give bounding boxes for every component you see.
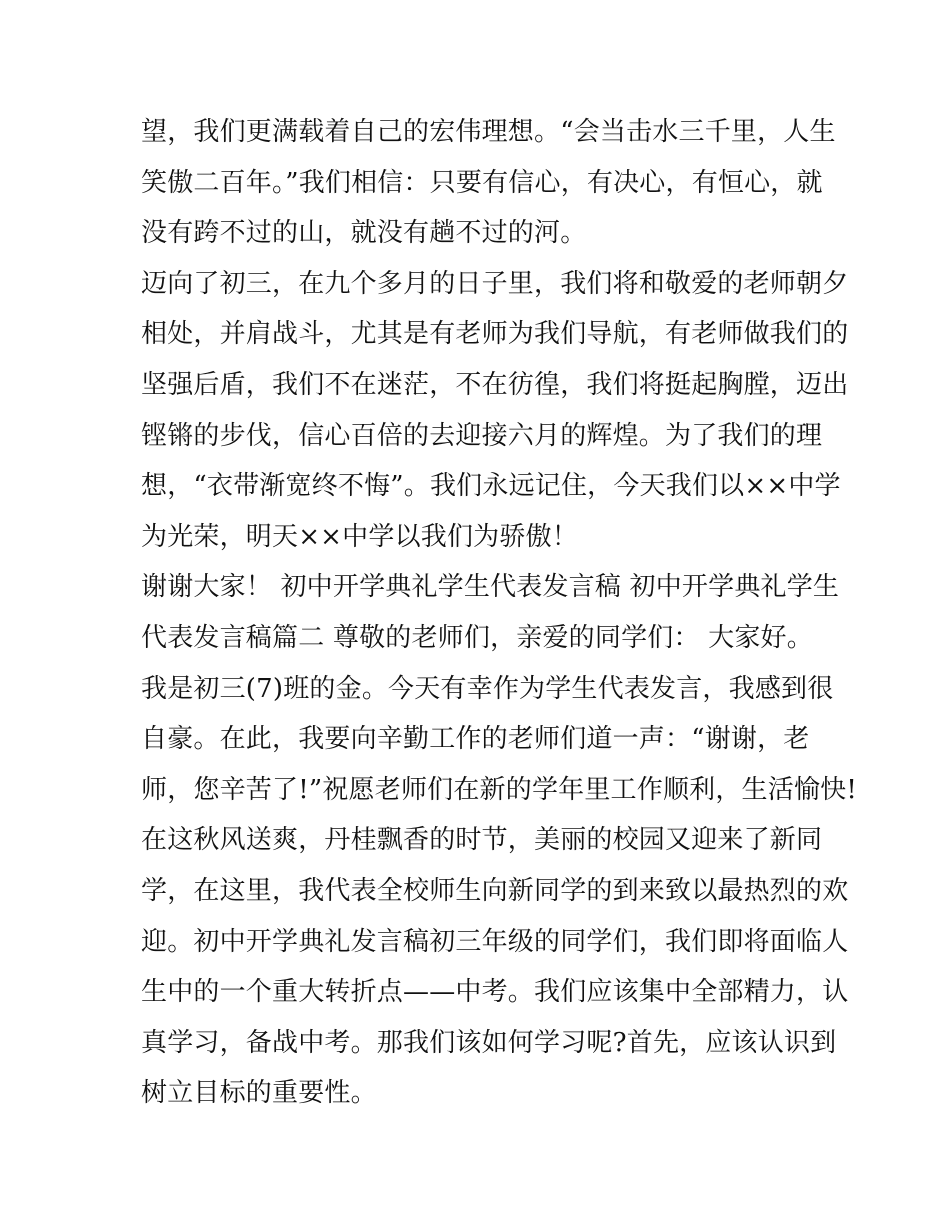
text-line: 想，“衣带渐宽终不悔”。我们永远记住，今天我们以××中学 bbox=[141, 471, 841, 502]
text-line: 生中的一个重大转折点——中考。我们应该集中全部精力，认 bbox=[141, 977, 849, 1008]
text-line: 没有跨不过的山，就没有趟不过的河。 bbox=[141, 218, 587, 249]
text-line: 代表发言稿篇二 尊敬的老师们，亲爱的同学们： 大家好。 bbox=[141, 622, 813, 653]
text-line: 谢谢大家！ 初中开学典礼学生代表发言稿 初中开学典礼学生 bbox=[141, 572, 840, 603]
text-line: 树立目标的重要性。 bbox=[141, 1078, 377, 1109]
text-line: 我是初三(7)班的金。今天有幸作为学生代表发言，我感到很 bbox=[141, 673, 834, 704]
text-line: 坚强后盾，我们不在迷茫，不在彷徨，我们将挺起胸膛，迈出 bbox=[141, 369, 849, 400]
text-line: 望，我们更满载着自己的宏伟理想。“会当击水三千里，人生 bbox=[141, 117, 836, 147]
text-line: 在这秋风送爽，丹桂飘香的时节，美丽的校园又迎来了新同 bbox=[141, 825, 823, 856]
text-line: 迎。初中开学典礼发言稿初三年级的同学们，我们即将面临人 bbox=[141, 926, 849, 957]
text-line: 真学习，备战中考。那我们该如何学习呢?首先，应该认识到 bbox=[141, 1027, 837, 1058]
text-line: 自豪。在此，我要向辛勤工作的老师们道一声：“谢谢，老 bbox=[141, 724, 810, 755]
text-line: 相处，并肩战斗，尤其是有老师为我们导航，有老师做我们的 bbox=[141, 319, 849, 350]
text-line: 为光荣，明天××中学以我们为骄傲！ bbox=[141, 521, 578, 552]
text-line: 笑傲二百年。”我们相信：只要有信心，有决心，有恒心，就 bbox=[141, 167, 823, 198]
document-body bbox=[141, 107, 857, 1119]
text-line: 迈向了初三，在九个多月的日子里，我们将和敬爱的老师朝夕 bbox=[141, 268, 849, 299]
text-line: 学，在这里，我代表全校师生向新同学的到来致以最热烈的欢 bbox=[141, 875, 849, 906]
text-line: 师，您辛苦了!”祝愿老师们在新的学年里工作顺利，生活愉快! bbox=[141, 774, 857, 805]
text-line: 铿锵的步伐，信心百倍的去迎接六月的辉煌。为了我们的理 bbox=[141, 420, 823, 451]
